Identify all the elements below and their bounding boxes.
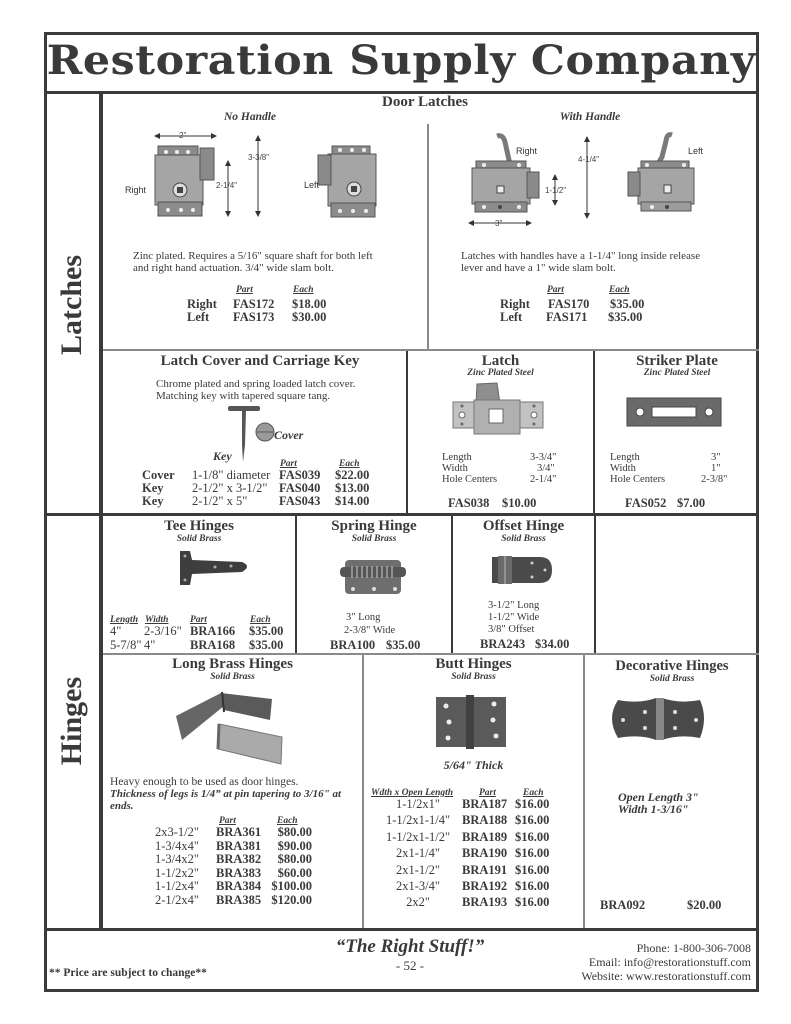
side-label-latches: Latches (55, 255, 88, 355)
no-handle-row-each: $18.00 (292, 297, 327, 311)
key-label: Key (213, 449, 232, 463)
latch-cover-row-each: $14.00 (335, 494, 370, 508)
latch-cover-description-1: Chrome plated and spring loaded latch cover. (156, 378, 356, 390)
offset-hinge-spec-length: 3-1/2" Long (488, 600, 540, 611)
footer-slogan: “The Right Stuff!” (335, 936, 485, 957)
page-number: - 52 - (395, 958, 425, 973)
long-brass-row-part: BRA385 (216, 893, 262, 907)
tee-row-part: BRA166 (190, 624, 236, 638)
decorative-spec-width: Width 1-3/16" (618, 802, 689, 816)
long-brass-description: Heavy enough to be used as door hinges. (110, 776, 299, 788)
latch-spec-value: 3-3/4" (530, 452, 557, 463)
butt-row-size: 1-1/2x1-1/4" (385, 813, 451, 828)
latch-cover-row-part: FAS040 (279, 481, 321, 495)
butt-col-size: Wdth x Open Length (371, 788, 454, 798)
with-handle-width-dim: 3" (495, 219, 503, 228)
tee-row-each: $35.00 (249, 638, 284, 652)
latch-title: Latch (481, 353, 520, 369)
door-latches-title: Door Latches (382, 94, 468, 110)
spring-hinge-part: BRA100 (330, 638, 376, 652)
footer-phone: Phone: 1-800-306-7008 (636, 941, 751, 955)
latch-cover-row-each: $22.00 (335, 468, 370, 482)
with-handle-description-2: lever and have a 1" wide slam bolt. (461, 262, 616, 274)
side-label-hinges: Hinges (55, 676, 88, 766)
butt-row-each: $16.00 (515, 829, 550, 844)
butt-row-each: $16.00 (515, 797, 550, 811)
striker-plate-price: $7.00 (677, 496, 706, 510)
long-brass-row-size: 1-3/4x2" (155, 852, 199, 867)
tee-col-width: Width (145, 615, 169, 625)
long-brass-row-each: $80.00 (277, 825, 312, 839)
offset-hinge-part: BRA243 (480, 637, 526, 651)
long-brass-hinges-title: Long Brass Hinges (172, 656, 293, 672)
tee-row-part: BRA168 (190, 638, 236, 652)
with-handle-total-dim: 4-1/4" (578, 155, 600, 164)
latch-cover-row-item: Key (142, 494, 164, 508)
latch-cover-row-size: 1-1/8" diameter (192, 468, 271, 482)
long-brass-row-part: BRA382 (216, 852, 262, 867)
butt-row-part: BRA190 (462, 846, 508, 861)
butt-row-part: BRA189 (462, 829, 508, 844)
striker-spec-label: Hole Centers (610, 474, 666, 485)
striker-spec-value: 3" (711, 452, 721, 463)
spring-hinge-spec-length: 3" Long (346, 612, 381, 623)
butt-row-size: 2x1-3/4" (396, 879, 440, 893)
company-title: Restoration Supply Company (46, 37, 757, 84)
latch-part: FAS038 (448, 496, 490, 510)
no-handle-row-side: Left (187, 310, 210, 324)
with-handle-row-part: FAS171 (546, 310, 588, 324)
cover-label: Cover (274, 428, 304, 442)
long-brass-hinges-subtitle: Solid Brass (210, 672, 255, 682)
footer-website[interactable]: Website: www.restorationstuff.com (581, 969, 751, 983)
long-brass-row-each: $80.00 (277, 852, 312, 867)
long-brass-row-size: 1-1/2x4" (155, 879, 199, 894)
butt-row-part: BRA187 (462, 797, 508, 811)
butt-hinges-thickness: 5/64" Thick (443, 758, 504, 772)
long-brass-note-1: Thickness of legs is 1/4” at pin tapering to 3/16" at (110, 788, 342, 800)
with-handle-left-label: Left (688, 146, 704, 156)
butt-col-part: Part (479, 788, 496, 798)
butt-row-size: 2x1-1/4" (396, 846, 440, 861)
with-handle-row-part: FAS170 (548, 297, 590, 311)
decorative-part: BRA092 (600, 898, 646, 912)
no-handle-subtitle: No Handle (223, 111, 277, 123)
tee-col-part: Part (190, 615, 207, 625)
tee-row-each: $35.00 (249, 624, 284, 638)
latch-cover-row-size: 2-1/2" x 3-1/2" (192, 481, 268, 495)
latch-cover-row-part: FAS039 (279, 468, 321, 482)
butt-row-each: $16.00 (515, 813, 550, 828)
with-handle-subtitle: With Handle (559, 111, 621, 123)
latch-spec-value: 2-1/4" (530, 474, 557, 485)
striker-plate-subtitle: Zinc Plated Steel (643, 368, 711, 378)
no-handle-row-part: FAS173 (233, 310, 275, 324)
long-brass-row-size: 1-1/2x2" (155, 865, 199, 880)
decorative-spec-length: Open Length 3" (618, 790, 699, 804)
no-handle-total-dim: 3-3/8" (248, 153, 270, 162)
latch-cover-col-part: Part (280, 459, 297, 469)
long-brass-row-size: 1-3/4x4" (155, 838, 199, 853)
latch-cover-row-part: FAS043 (279, 494, 321, 508)
long-brass-row-each: $60.00 (277, 865, 312, 880)
with-handle-col-part: Part (547, 285, 564, 295)
no-handle-width-dim: 2" (179, 131, 187, 140)
no-handle-col-each: Each (293, 285, 314, 295)
no-handle-body-dim: 2-1/4" (216, 181, 238, 190)
long-brass-row-part: BRA381 (216, 838, 262, 853)
tee-hinges-subtitle: Solid Brass (176, 534, 222, 544)
no-handle-row-part: FAS172 (233, 297, 275, 311)
spring-hinge-spec-width: 2-3/8" Wide (344, 625, 396, 636)
long-brass-row-part: BRA361 (216, 825, 262, 839)
long-brass-col-part: Part (219, 816, 236, 826)
no-handle-col-part: Part (236, 285, 253, 295)
tee-row-width: 4" (144, 638, 156, 652)
long-brass-row-part: BRA384 (216, 879, 262, 894)
butt-hinges-title: Butt Hinges (435, 656, 512, 672)
latch-spec-label: Width (442, 463, 468, 474)
latch-cover-description-2: Matching key with tapered square tang. (156, 390, 331, 402)
long-brass-row-each: $120.00 (271, 893, 312, 907)
striker-spec-value: 2-3/8" (701, 474, 728, 485)
no-handle-right-label: Right (125, 185, 147, 195)
latch-spec-label: Hole Centers (442, 474, 498, 485)
butt-hinges-subtitle: Solid Brass (451, 672, 496, 682)
no-handle-description-2: and right hand actuation. 3/4" wide slam bolt. (133, 262, 334, 274)
with-handle-row-each: $35.00 (610, 297, 645, 311)
tee-row-width: 2-3/16" (144, 624, 182, 638)
no-handle-row-side: Right (187, 297, 217, 311)
striker-spec-label: Width (610, 463, 636, 474)
latch-cover-row-size: 2-1/2" x 5" (192, 494, 248, 508)
butt-row-each: $16.00 (515, 862, 550, 877)
spring-hinge-subtitle: Solid Brass (351, 534, 397, 544)
with-handle-row-side: Right (500, 297, 530, 311)
price-disclaimer: ** Price are subject to change** (49, 967, 207, 979)
spring-hinge-title: Spring Hinge (331, 518, 417, 534)
no-handle-description-1: Zinc plated. Requires a 5/16" square shaft for both left (133, 250, 373, 262)
striker-spec-label: Length (610, 452, 640, 463)
butt-row-part: BRA191 (462, 862, 508, 877)
long-brass-row-part: BRA383 (216, 865, 262, 880)
long-brass-row-each: $90.00 (277, 838, 312, 853)
offset-hinge-title: Offset Hinge (482, 518, 565, 534)
with-handle-body-dim: 1-1/2" (545, 186, 567, 195)
tee-row-length: 4" (110, 624, 122, 638)
with-handle-row-each: $35.00 (608, 310, 643, 324)
with-handle-description-1: Latches with handles have a 1-1/4" long inside release (461, 250, 701, 262)
latch-cover-row-each: $13.00 (335, 481, 370, 495)
decorative-hinges-subtitle: Solid Brass (649, 674, 695, 684)
butt-row-size: 2x1-1/2" (396, 862, 440, 877)
tee-col-length: Length (110, 615, 138, 625)
long-brass-row-each: $100.00 (271, 879, 312, 894)
no-handle-left-label: Left (304, 180, 320, 190)
striker-plate-title: Striker Plate (636, 353, 718, 369)
striker-spec-value: 1" (711, 463, 721, 474)
with-handle-row-side: Left (500, 310, 523, 324)
offset-hinge-spec-offset: 3/8" Offset (488, 624, 535, 635)
footer-email[interactable]: Email: info@restorationstuff.com (588, 955, 751, 969)
butt-row-size: 1-1/2x1-1/2" (385, 829, 451, 844)
butt-row-size: 1-1/2x1" (396, 797, 440, 811)
tee-col-each: Each (250, 615, 271, 625)
latch-price: $10.00 (502, 496, 537, 510)
butt-row-part: BRA192 (462, 879, 508, 893)
latch-cover-title: Latch Cover and Carriage Key (160, 353, 360, 369)
butt-row-part: BRA188 (462, 813, 508, 828)
long-brass-note-2: ends. (110, 800, 134, 812)
long-brass-row-size: 2-1/2x4" (155, 893, 199, 907)
latch-cover-row-item: Key (142, 481, 164, 495)
long-brass-row-size: 2x3-1/2" (155, 825, 199, 839)
spring-hinge-price: $35.00 (386, 638, 421, 652)
decorative-hinges-title: Decorative Hinges (615, 658, 729, 674)
with-handle-col-each: Each (609, 285, 630, 295)
offset-hinge-price: $34.00 (535, 637, 570, 651)
no-handle-row-each: $30.00 (292, 310, 327, 324)
butt-row-each: $16.00 (515, 846, 550, 861)
offset-hinge-subtitle: Solid Brass (501, 534, 546, 544)
striker-plate-part: FAS052 (625, 496, 667, 510)
latch-spec-label: Length (442, 452, 472, 463)
butt-col-each: Each (523, 788, 544, 798)
with-handle-right-label: Right (516, 146, 538, 156)
latch-spec-value: 3/4" (537, 463, 555, 474)
latch-cover-row-item: Cover (142, 468, 175, 482)
latch-cover-col-each: Each (339, 459, 360, 469)
decorative-price: $20.00 (687, 898, 722, 912)
tee-row-length: 5-7/8" (110, 638, 142, 652)
butt-row-size: 2x2" (406, 895, 430, 910)
butt-row-each: $16.00 (515, 895, 550, 910)
butt-row-part: BRA193 (462, 895, 508, 910)
offset-hinge-spec-width: 1-1/2" Wide (488, 612, 540, 623)
latch-subtitle: Zinc Plated Steel (467, 368, 534, 378)
tee-hinges-title: Tee Hinges (164, 518, 234, 534)
long-brass-col-each: Each (277, 816, 298, 826)
butt-row-each: $16.00 (515, 879, 550, 893)
